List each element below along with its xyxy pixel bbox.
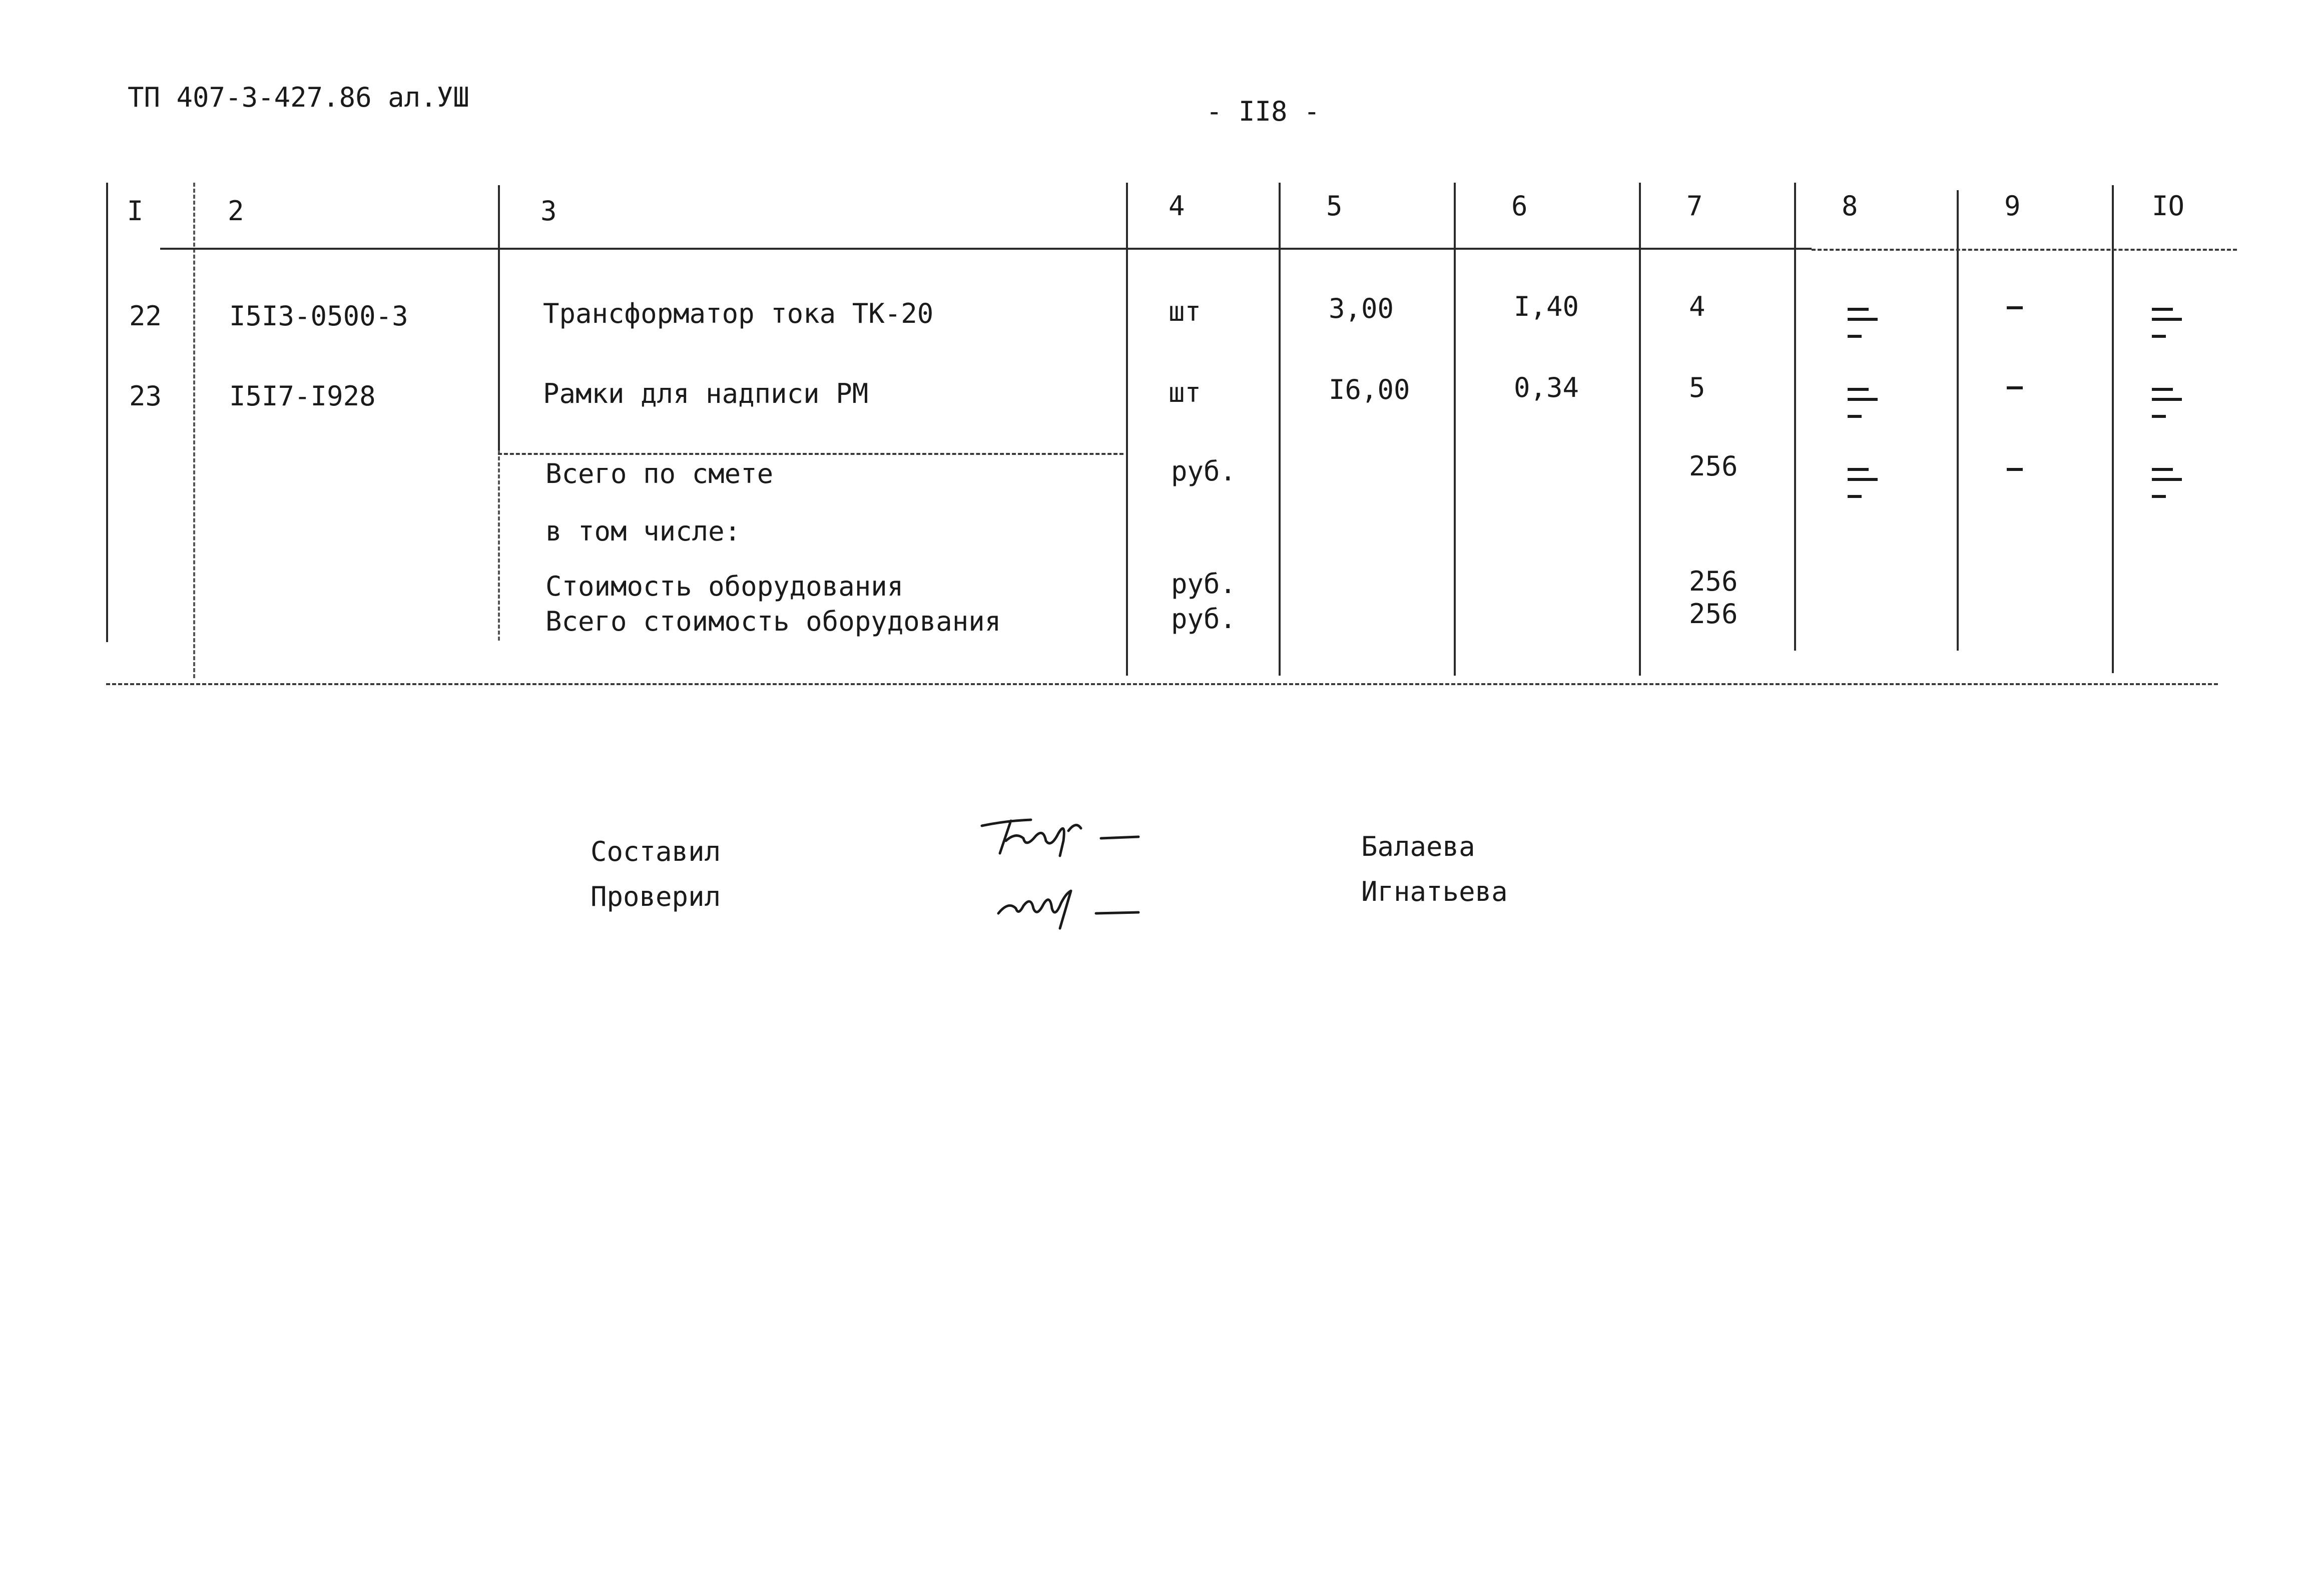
summary-label: Стоимость оборудования bbox=[545, 571, 904, 602]
row-qty: 0,34 bbox=[1514, 372, 1579, 403]
summary-including-label: в том числе: bbox=[545, 515, 741, 547]
row-col9-dash bbox=[2007, 386, 2023, 389]
column-header-4: 4 bbox=[1169, 190, 1185, 222]
summary-label: Всего стоимость оборудования bbox=[545, 606, 1001, 637]
column-header-3: 3 bbox=[540, 195, 557, 227]
row-col8-dash bbox=[1848, 308, 1878, 338]
row-number: 22 bbox=[129, 300, 162, 332]
row-code: I5I7-I928 bbox=[229, 380, 376, 412]
column-header-2: 2 bbox=[228, 195, 244, 227]
summary-unit: руб. bbox=[1171, 455, 1237, 487]
row-price: I6,00 bbox=[1329, 374, 1410, 405]
row-col8-dash bbox=[1848, 388, 1878, 418]
summary-unit: руб. bbox=[1171, 603, 1237, 635]
column-header-10: IO bbox=[2152, 190, 2185, 222]
column-header-5: 5 bbox=[1326, 190, 1343, 222]
checked-signature bbox=[996, 873, 1156, 933]
summary-col9-dash bbox=[2007, 468, 2023, 471]
row-name: Рамки для надписи РМ bbox=[543, 378, 869, 409]
summary-total: 256 bbox=[1689, 598, 1738, 630]
checked-by-label: Проверил bbox=[591, 881, 721, 912]
summary-label: Всего по смете bbox=[545, 458, 774, 489]
row-code: I5I3-0500-3 bbox=[229, 300, 408, 332]
row-unit: шт bbox=[1169, 296, 1202, 327]
document-code: ТП 407-3-427.86 ал.УШ bbox=[128, 82, 469, 113]
row-total: 4 bbox=[1689, 291, 1705, 322]
summary-total: 256 bbox=[1689, 566, 1738, 597]
row-number: 23 bbox=[129, 380, 162, 412]
compiled-by-label: Составил bbox=[591, 836, 721, 867]
row-unit: шт bbox=[1169, 377, 1202, 408]
row-col10-dash bbox=[2152, 388, 2182, 418]
row-col10-dash bbox=[2152, 308, 2182, 338]
page-number: - II8 - bbox=[1206, 96, 1320, 127]
row-total: 5 bbox=[1689, 372, 1705, 403]
column-header-7: 7 bbox=[1686, 190, 1703, 222]
row-col9-dash bbox=[2007, 306, 2023, 309]
compiled-by-name: Балаева bbox=[1361, 831, 1475, 862]
column-header-1: I bbox=[127, 195, 144, 227]
row-qty: I,40 bbox=[1514, 291, 1579, 322]
row-price: 3,00 bbox=[1329, 293, 1394, 324]
summary-unit: руб. bbox=[1171, 568, 1237, 600]
column-header-8: 8 bbox=[1842, 190, 1858, 222]
column-header-6: 6 bbox=[1511, 190, 1528, 222]
summary-total: 256 bbox=[1689, 450, 1738, 482]
summary-col10-dash bbox=[2152, 468, 2182, 498]
checked-by-name: Игнатьева bbox=[1361, 876, 1508, 907]
summary-col8-dash bbox=[1848, 468, 1878, 498]
row-name: Трансформатор тока ТК-20 bbox=[543, 298, 934, 329]
compiled-signature bbox=[976, 801, 1146, 861]
column-header-9: 9 bbox=[2004, 190, 2021, 222]
